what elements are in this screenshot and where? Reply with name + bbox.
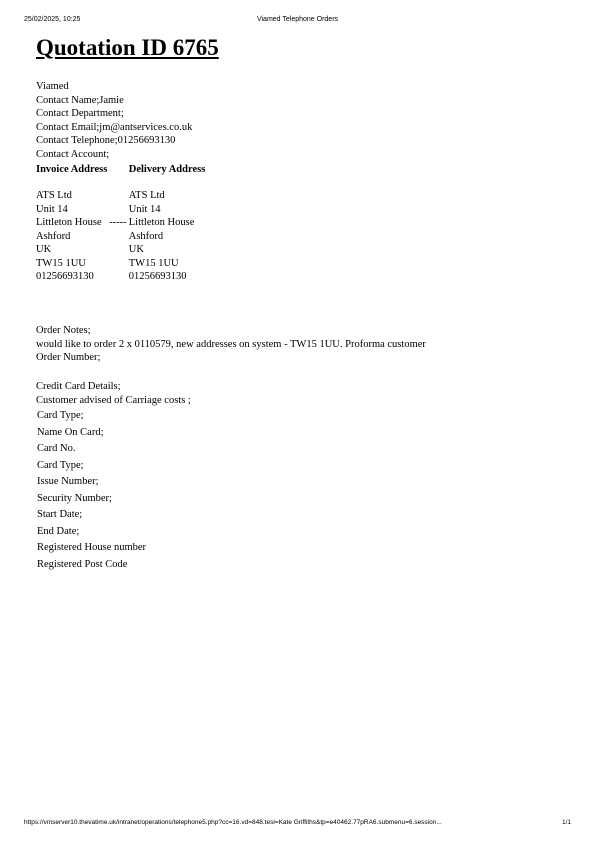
delivery-line: Unit 14 [128,203,161,215]
print-url: https://vmserver10.thevatime.uk/intranet/operations/telephone5.php?cc=16.vd=848.tesl=Kate Griffiths&tp=e40462.77pRA6.submenu=6.session... [24,819,442,826]
invoice-line: ATS Ltd [36,190,72,201]
delivery-line: TW15 1UU [128,257,179,269]
name-on-card-label: Name On Card; [37,426,104,438]
print-date: 25/02/2025, 10:25 [24,16,81,23]
invoice-address-header: Invoice Address [36,163,108,175]
invoice-line: Unit 14 [36,203,68,215]
end-date-label: End Date; [37,525,80,537]
order-notes-label: Order Notes; [36,325,91,336]
card-type-label: Card Type; [37,459,84,471]
address-row [34,216,207,230]
invoice-line: TW15 1UU [36,257,86,269]
invoice-line: Ashford [36,230,71,242]
contact-telephone: Contact Telephone;01256693130 [36,135,176,146]
invoice-line: 01256693130 [36,271,94,282]
delivery-line: 01256693130 [128,271,187,282]
registered-post-code-label: Registered Post Code [37,558,128,570]
address-header-row [34,160,207,176]
address-row [34,257,207,271]
address-table [34,160,207,284]
delivery-line: Littleton House [128,217,195,228]
delivery-address-header: Delivery Address [128,163,206,175]
credit-card-details-label: Credit Card Details; [36,381,121,392]
company-name: Viamed [36,81,69,92]
security-number-label: Security Number; [37,492,112,504]
quotation-title: Quotation ID 6765 [36,35,219,60]
print-footer [0,819,595,829]
address-row [34,270,207,284]
address-row [34,243,207,257]
order-number-label: Order Number; [36,352,101,363]
page-number: 1/1 [561,819,571,826]
contact-name: Contact Name;Jamie [36,94,124,106]
card-type-label: Card Type; [37,410,84,421]
contact-email: Contact Email;jm@antservices.co.uk [36,121,193,133]
print-page-title: Viamed Telephone Orders [256,16,339,23]
credit-card-fields [37,408,146,573]
address-row [34,230,207,244]
contact-account: Contact Account; [36,148,110,160]
delivery-line: UK [128,244,144,255]
header-separator-cell [109,160,126,176]
contact-department: Contact Department; [36,108,124,119]
address-separator: ----- [109,217,127,228]
delivery-line: Ashford [128,230,164,242]
carriage-costs-label: Customer advised of Carriage costs ; [36,394,191,406]
credit-card-heading [36,380,191,407]
contact-details [36,80,192,161]
address-row [34,189,207,203]
card-number-label: Card No. [37,443,76,454]
invoice-line: UK [36,244,52,255]
delivery-line: ATS Ltd [128,190,165,201]
print-header [0,16,595,26]
order-notes-text: would like to order 2 x 0110579, new addresses on system - TW15 1UU. Proforma customer [36,338,426,350]
address-row [34,203,207,217]
address-spacer-row [34,176,207,189]
registered-house-number-label: Registered House number [37,542,147,553]
order-notes-section [36,324,426,365]
start-date-label: Start Date; [37,509,83,520]
invoice-line: Littleton House [36,217,102,228]
issue-number-label: Issue Number; [37,476,99,487]
